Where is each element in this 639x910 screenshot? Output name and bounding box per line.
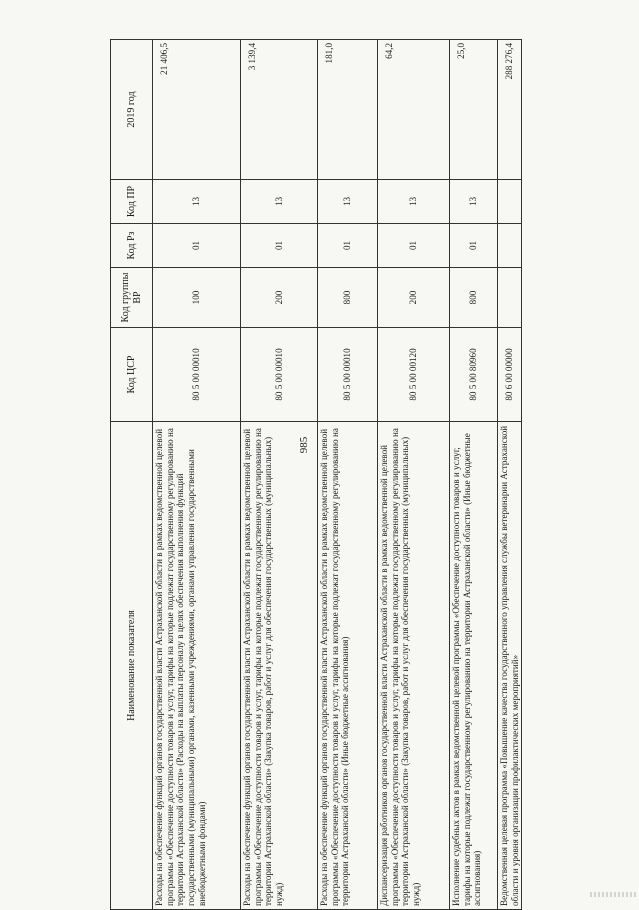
row-csr: 80 5 00 00010 xyxy=(241,328,318,422)
row-csr: 80 5 00 80960 xyxy=(450,328,498,422)
row-name: Расходы на обеспечение функций органов государственной власти Астраханской области в рамках ведомственной целевой программы «Обеспечение доступности товаров и услуг, тарифы на которые подлежат государственному регулированию на территории Астраханской области» (Закупка товаров, работ и услуг для обеспечения государственных (муниципальных) нужд) xyxy=(241,422,318,910)
row-pr xyxy=(498,180,522,224)
row-rz: 01 xyxy=(378,224,450,268)
budget-table xyxy=(110,39,522,910)
row-pr: 13 xyxy=(241,180,318,224)
scanner-footer-mark xyxy=(590,892,638,897)
row-pr: 13 xyxy=(378,180,450,224)
row-vr: 200 xyxy=(378,268,450,328)
table-header-row xyxy=(111,40,153,910)
row-vr xyxy=(498,268,522,328)
table-row xyxy=(318,40,378,910)
row-csr: 80 5 00 00120 xyxy=(378,328,450,422)
row-csr: 80 5 00 00010 xyxy=(318,328,378,422)
row-rz xyxy=(498,224,522,268)
row-vr: 800 xyxy=(450,268,498,328)
row-value: 25,0 xyxy=(450,40,498,180)
row-name: Ведомственная целевая программа «Повышение качества государственного управления службы ветеринарии Астраханской области и уровня организации профилактических мероприятий» xyxy=(498,422,522,910)
row-rz: 01 xyxy=(153,224,241,268)
table-row xyxy=(378,40,450,910)
row-value: 3 139,4 xyxy=(241,40,318,180)
row-vr: 100 xyxy=(153,268,241,328)
row-name: Диспансеризация работников органов государственной власти Астраханской области в рамках ведомственной целевой программы «Обеспечение доступности товаров и услуг, тарифы на которые подлежат государственному регулированию на территории Астраханской области» (Закупка товаров, работ и услуг для обеспечения государственных (муниципальных) нужд) xyxy=(378,422,450,910)
row-name: Исполнение судебных актов в рамках ведомственной целевой программы «Обеспечение доступности товаров и услуг, тарифы на которые подлежат государственному регулированию на территории Астраханской области» (Иные бюджетные ассигнования) xyxy=(450,422,498,910)
header-name: Наименование показателя xyxy=(111,422,153,910)
table-row xyxy=(450,40,498,910)
row-value: 181,0 xyxy=(318,40,378,180)
table-row xyxy=(498,40,522,910)
row-vr: 800 xyxy=(318,268,378,328)
rotated-table-container xyxy=(110,40,518,910)
row-csr: 80 6 00 00000 xyxy=(498,328,522,422)
row-value: 64,2 xyxy=(378,40,450,180)
header-pr: Код ПР xyxy=(111,180,153,224)
row-name: Расходы на обеспечение функций органов государственной власти Астраханской области в рамках ведомственной целевой программы «Обеспечение доступности товаров и услуг, тарифы на которые подлежат государственному регулированию на территории Астраханской области» (Расходы на выплаты персоналу в целях обеспечения выполнения функций государственными (муниципальными) органами, казенными учреждениями, органами управления государственными внебюджетными фондами) xyxy=(153,422,241,910)
row-rz: 01 xyxy=(241,224,318,268)
header-csr: Код ЦСР xyxy=(111,328,153,422)
row-pr: 13 xyxy=(153,180,241,224)
row-name: Расходы на обеспечение функций органов государственной власти Астраханской области в рамках ведомственной целевой программы «Обеспечение доступности товаров и услуг, тарифы на которые подлежат государственному регулированию на территории Астраханской области» (Иные бюджетные ассигнования) xyxy=(318,422,378,910)
row-pr: 13 xyxy=(450,180,498,224)
row-value: 288 276,4 xyxy=(498,40,522,180)
header-rz: Код Рз xyxy=(111,224,153,268)
row-vr: 200 xyxy=(241,268,318,328)
row-csr: 80 5 00 00010 xyxy=(153,328,241,422)
header-vr: Код группы ВР xyxy=(111,268,153,328)
row-rz: 01 xyxy=(450,224,498,268)
row-rz: 01 xyxy=(318,224,378,268)
table-row xyxy=(241,40,318,910)
header-year: 2019 год xyxy=(111,40,153,180)
table-row xyxy=(153,40,241,910)
page-number: 985 xyxy=(298,436,310,454)
row-pr: 13 xyxy=(318,180,378,224)
row-value: 21 406,5 xyxy=(153,40,241,180)
